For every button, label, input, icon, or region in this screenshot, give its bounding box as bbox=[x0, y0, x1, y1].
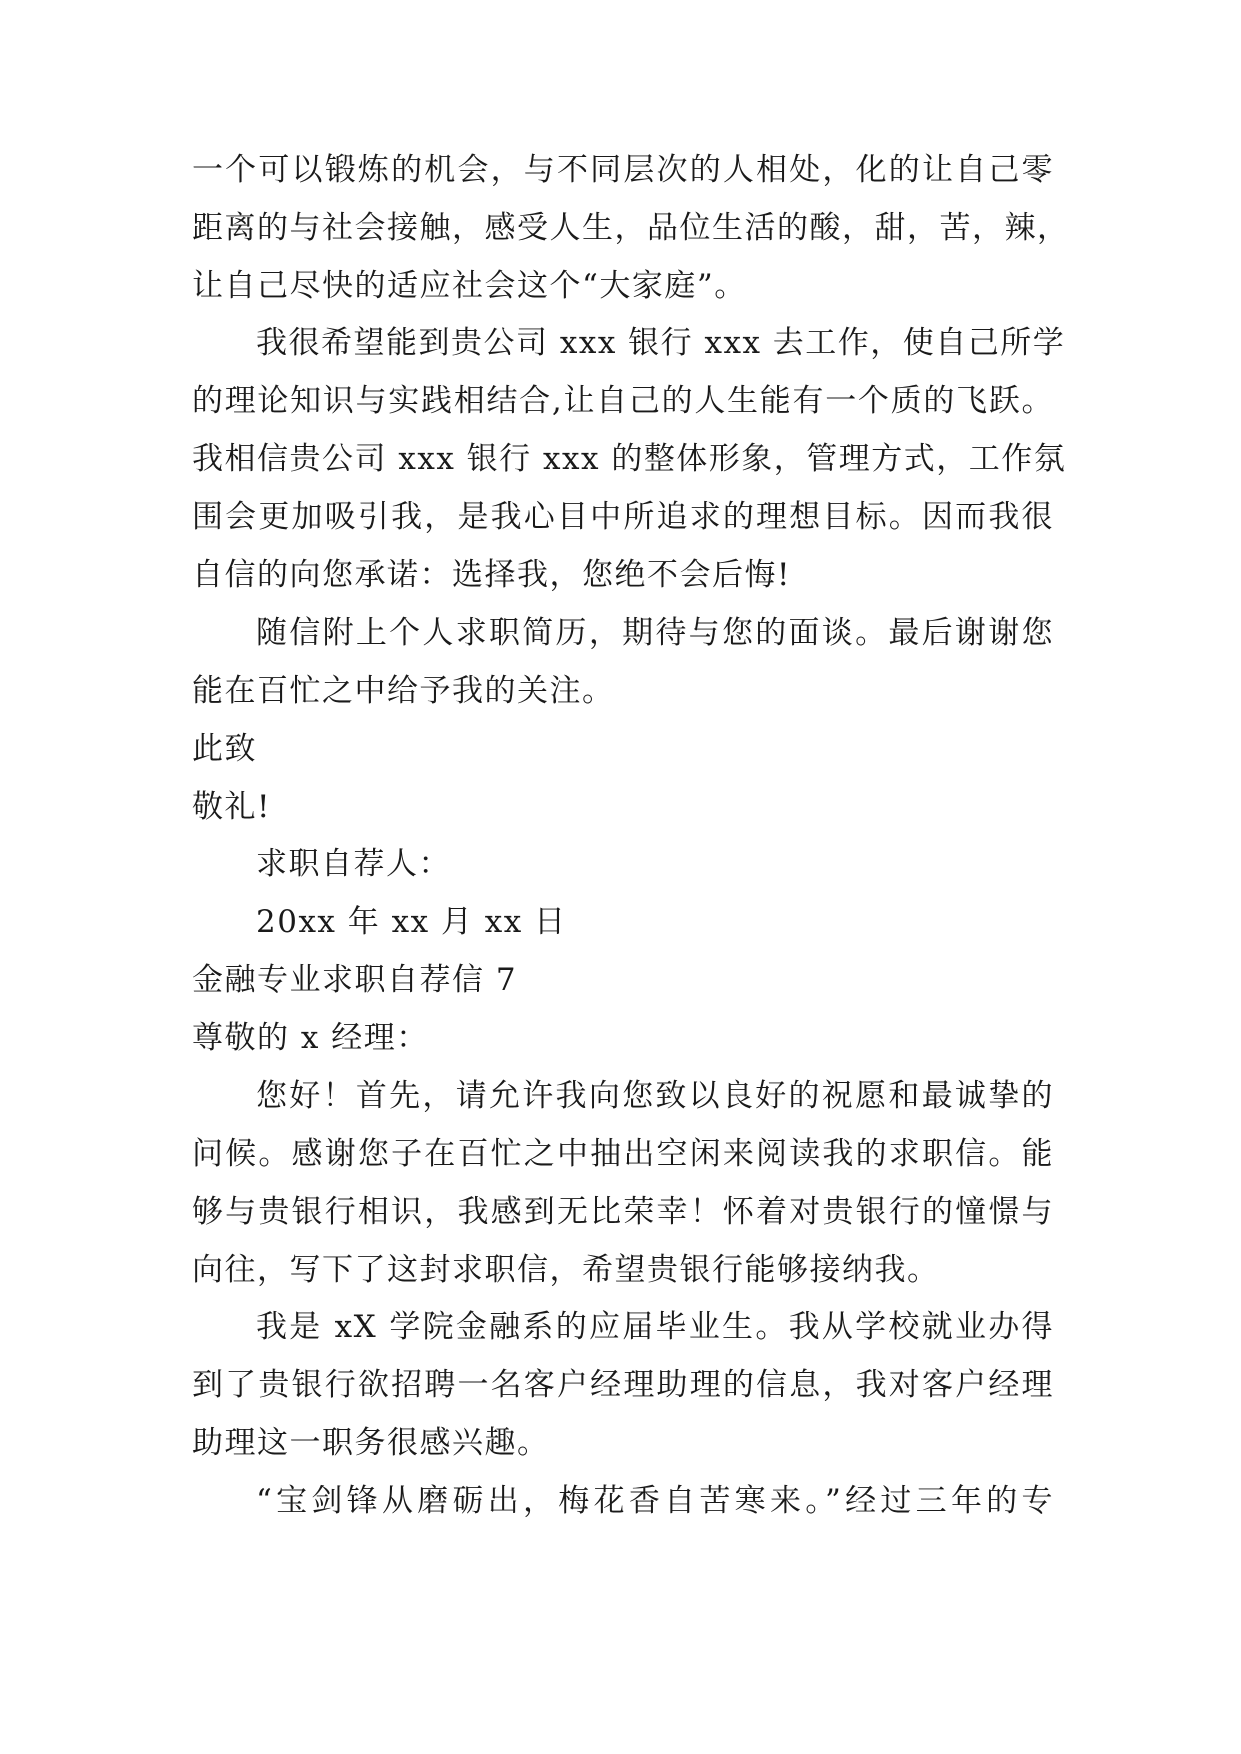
paragraph-first-line: 我很希望能到贵公司 xxx 银行 xxx 去工作，使自己所学 bbox=[256, 325, 1066, 361]
date-line: 20xx 年 xx 月 xx 日 bbox=[256, 904, 567, 940]
closing-line: 此致 bbox=[192, 731, 257, 767]
greeting-line: 尊敬的 x 经理： bbox=[192, 1020, 429, 1056]
paragraph-first-line: 随信附上个人求职简历，期待与您的面谈。最后谢谢您 bbox=[256, 615, 1054, 651]
text-line: 问候。感谢您子在百忙之中抽出空闲来阅读我的求职信。能 bbox=[192, 1136, 1054, 1172]
section-title: 金融专业求职自荐信 7 bbox=[192, 962, 518, 998]
paragraph-first-line: “宝剑锋从磨砺出，梅花香自苦寒来。”经过三年的专 bbox=[256, 1483, 1054, 1519]
text-line: 能在百忙之中给予我的关注。 bbox=[192, 673, 615, 709]
text-line: 让自己尽快的适应社会这个“大家庭”。 bbox=[192, 268, 747, 304]
paragraph-first-line: 我是 xX 学院金融系的应届毕业生。我从学校就业办得 bbox=[256, 1309, 1054, 1345]
paragraph-first-line: 您好！首先，请允许我向您致以良好的祝愿和最诚挚的 bbox=[256, 1078, 1054, 1114]
text-line: 距离的与社会接触，感受人生，品位生活的酸，甜，苦，辣， bbox=[192, 210, 1070, 246]
text-line: 助理这一职务很感兴趣。 bbox=[192, 1425, 550, 1461]
signature-line: 求职自荐人： bbox=[256, 846, 451, 882]
text-line: 自信的向您承诺：选择我，您绝不会后悔! bbox=[192, 557, 791, 593]
text-line: 围会更加吸引我，是我心目中所追求的理想目标。因而我很 bbox=[192, 499, 1054, 535]
text-line: 一个可以锻炼的机会，与不同层次的人相处，化的让自己零 bbox=[192, 152, 1054, 188]
salutation-line: 敬礼! bbox=[192, 789, 271, 825]
text-line: 我相信贵公司 xxx 银行 xxx 的整体形象，管理方式，工作氛 bbox=[192, 441, 1067, 477]
text-line: 够与贵银行相识，我感到无比荣幸！怀着对贵银行的憧憬与 bbox=[192, 1194, 1054, 1230]
text-line: 到了贵银行欲招聘一名客户经理助理的信息，我对客户经理 bbox=[192, 1367, 1054, 1403]
text-line: 的理论知识与实践相结合,让自己的人生能有一个质的飞跃。 bbox=[192, 383, 1054, 419]
text-line: 向往，写下了这封求职信，希望贵银行能够接纳我。 bbox=[192, 1252, 940, 1288]
